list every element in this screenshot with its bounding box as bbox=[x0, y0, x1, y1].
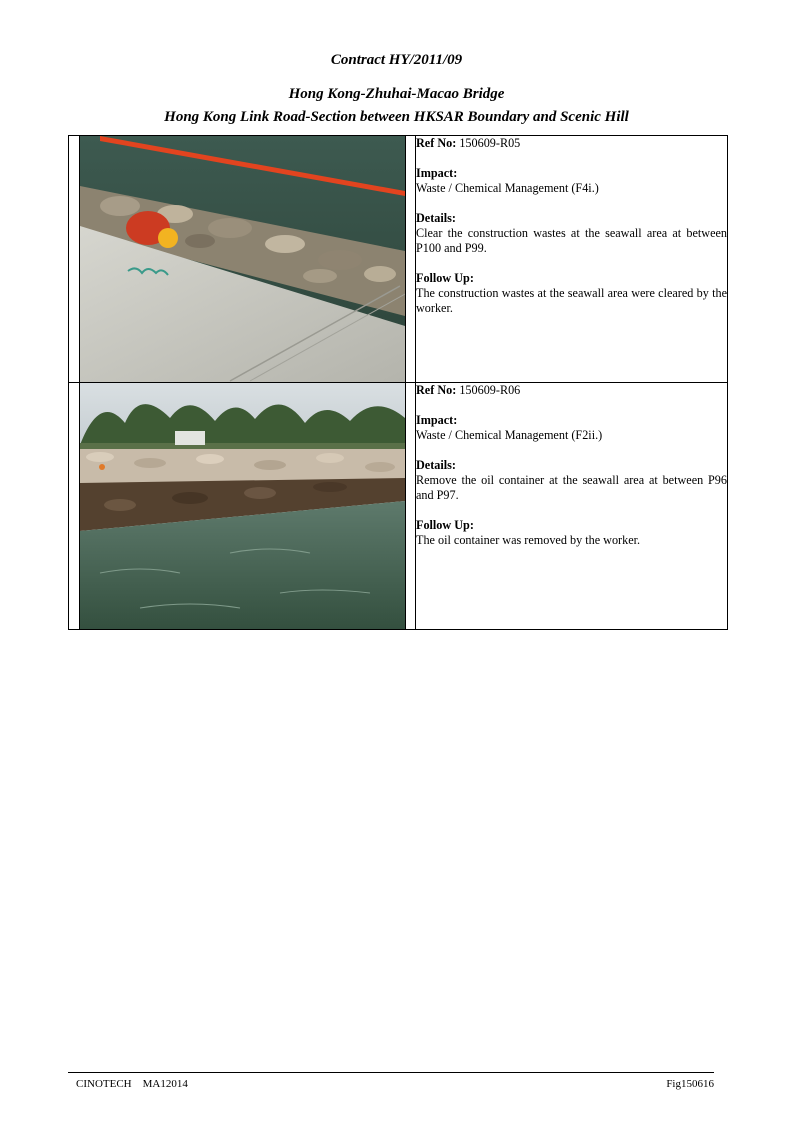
ref-label: Ref No: bbox=[416, 136, 457, 150]
details-value: Remove the oil container at the seawall area at between P96 and P97. bbox=[416, 473, 727, 502]
record-row bbox=[69, 383, 728, 630]
details-label: Details: bbox=[416, 211, 456, 225]
followup-value: The oil container was removed by the worker. bbox=[416, 533, 641, 547]
photo-cell bbox=[80, 136, 406, 383]
footer-figure-number: Fig150616 bbox=[666, 1078, 714, 1090]
project-title: Hong Kong-Zhuhai-Macao Bridge bbox=[288, 86, 505, 102]
record-row bbox=[69, 136, 728, 383]
impact-value: Waste / Chemical Management (F4i.) bbox=[416, 181, 599, 195]
ref-value: 150609-R06 bbox=[456, 383, 521, 397]
impact-value: Waste / Chemical Management (F2ii.) bbox=[416, 428, 603, 442]
followup-label: Follow Up: bbox=[416, 271, 474, 285]
record-details bbox=[416, 136, 728, 383]
ref-label: Ref No: bbox=[416, 383, 457, 397]
ref-value: 150609-R05 bbox=[456, 136, 521, 150]
footer-company: CINOTECH MA12014 bbox=[76, 1078, 188, 1090]
section-title: Hong Kong Link Road-Section between HKSAR Boundary and Scenic Hill bbox=[164, 109, 629, 125]
footer-divider bbox=[68, 1072, 714, 1073]
details-value: Clear the construction wastes at the seawall area at between P100 and P99. bbox=[416, 226, 727, 255]
followup-value: The construction wastes at the seawall area were cleared by the worker. bbox=[416, 286, 727, 315]
inspection-records-table bbox=[68, 135, 728, 630]
details-label: Details: bbox=[416, 458, 456, 472]
impact-label: Impact: bbox=[416, 166, 458, 180]
seawall-shoreline-photo bbox=[80, 383, 405, 629]
contract-title: Contract HY/2011/09 bbox=[330, 52, 463, 68]
record-details bbox=[416, 383, 728, 630]
photo-cell bbox=[80, 383, 406, 630]
followup-label: Follow Up: bbox=[416, 518, 474, 532]
impact-label: Impact: bbox=[416, 413, 458, 427]
seawall-worker-photo bbox=[80, 136, 405, 382]
